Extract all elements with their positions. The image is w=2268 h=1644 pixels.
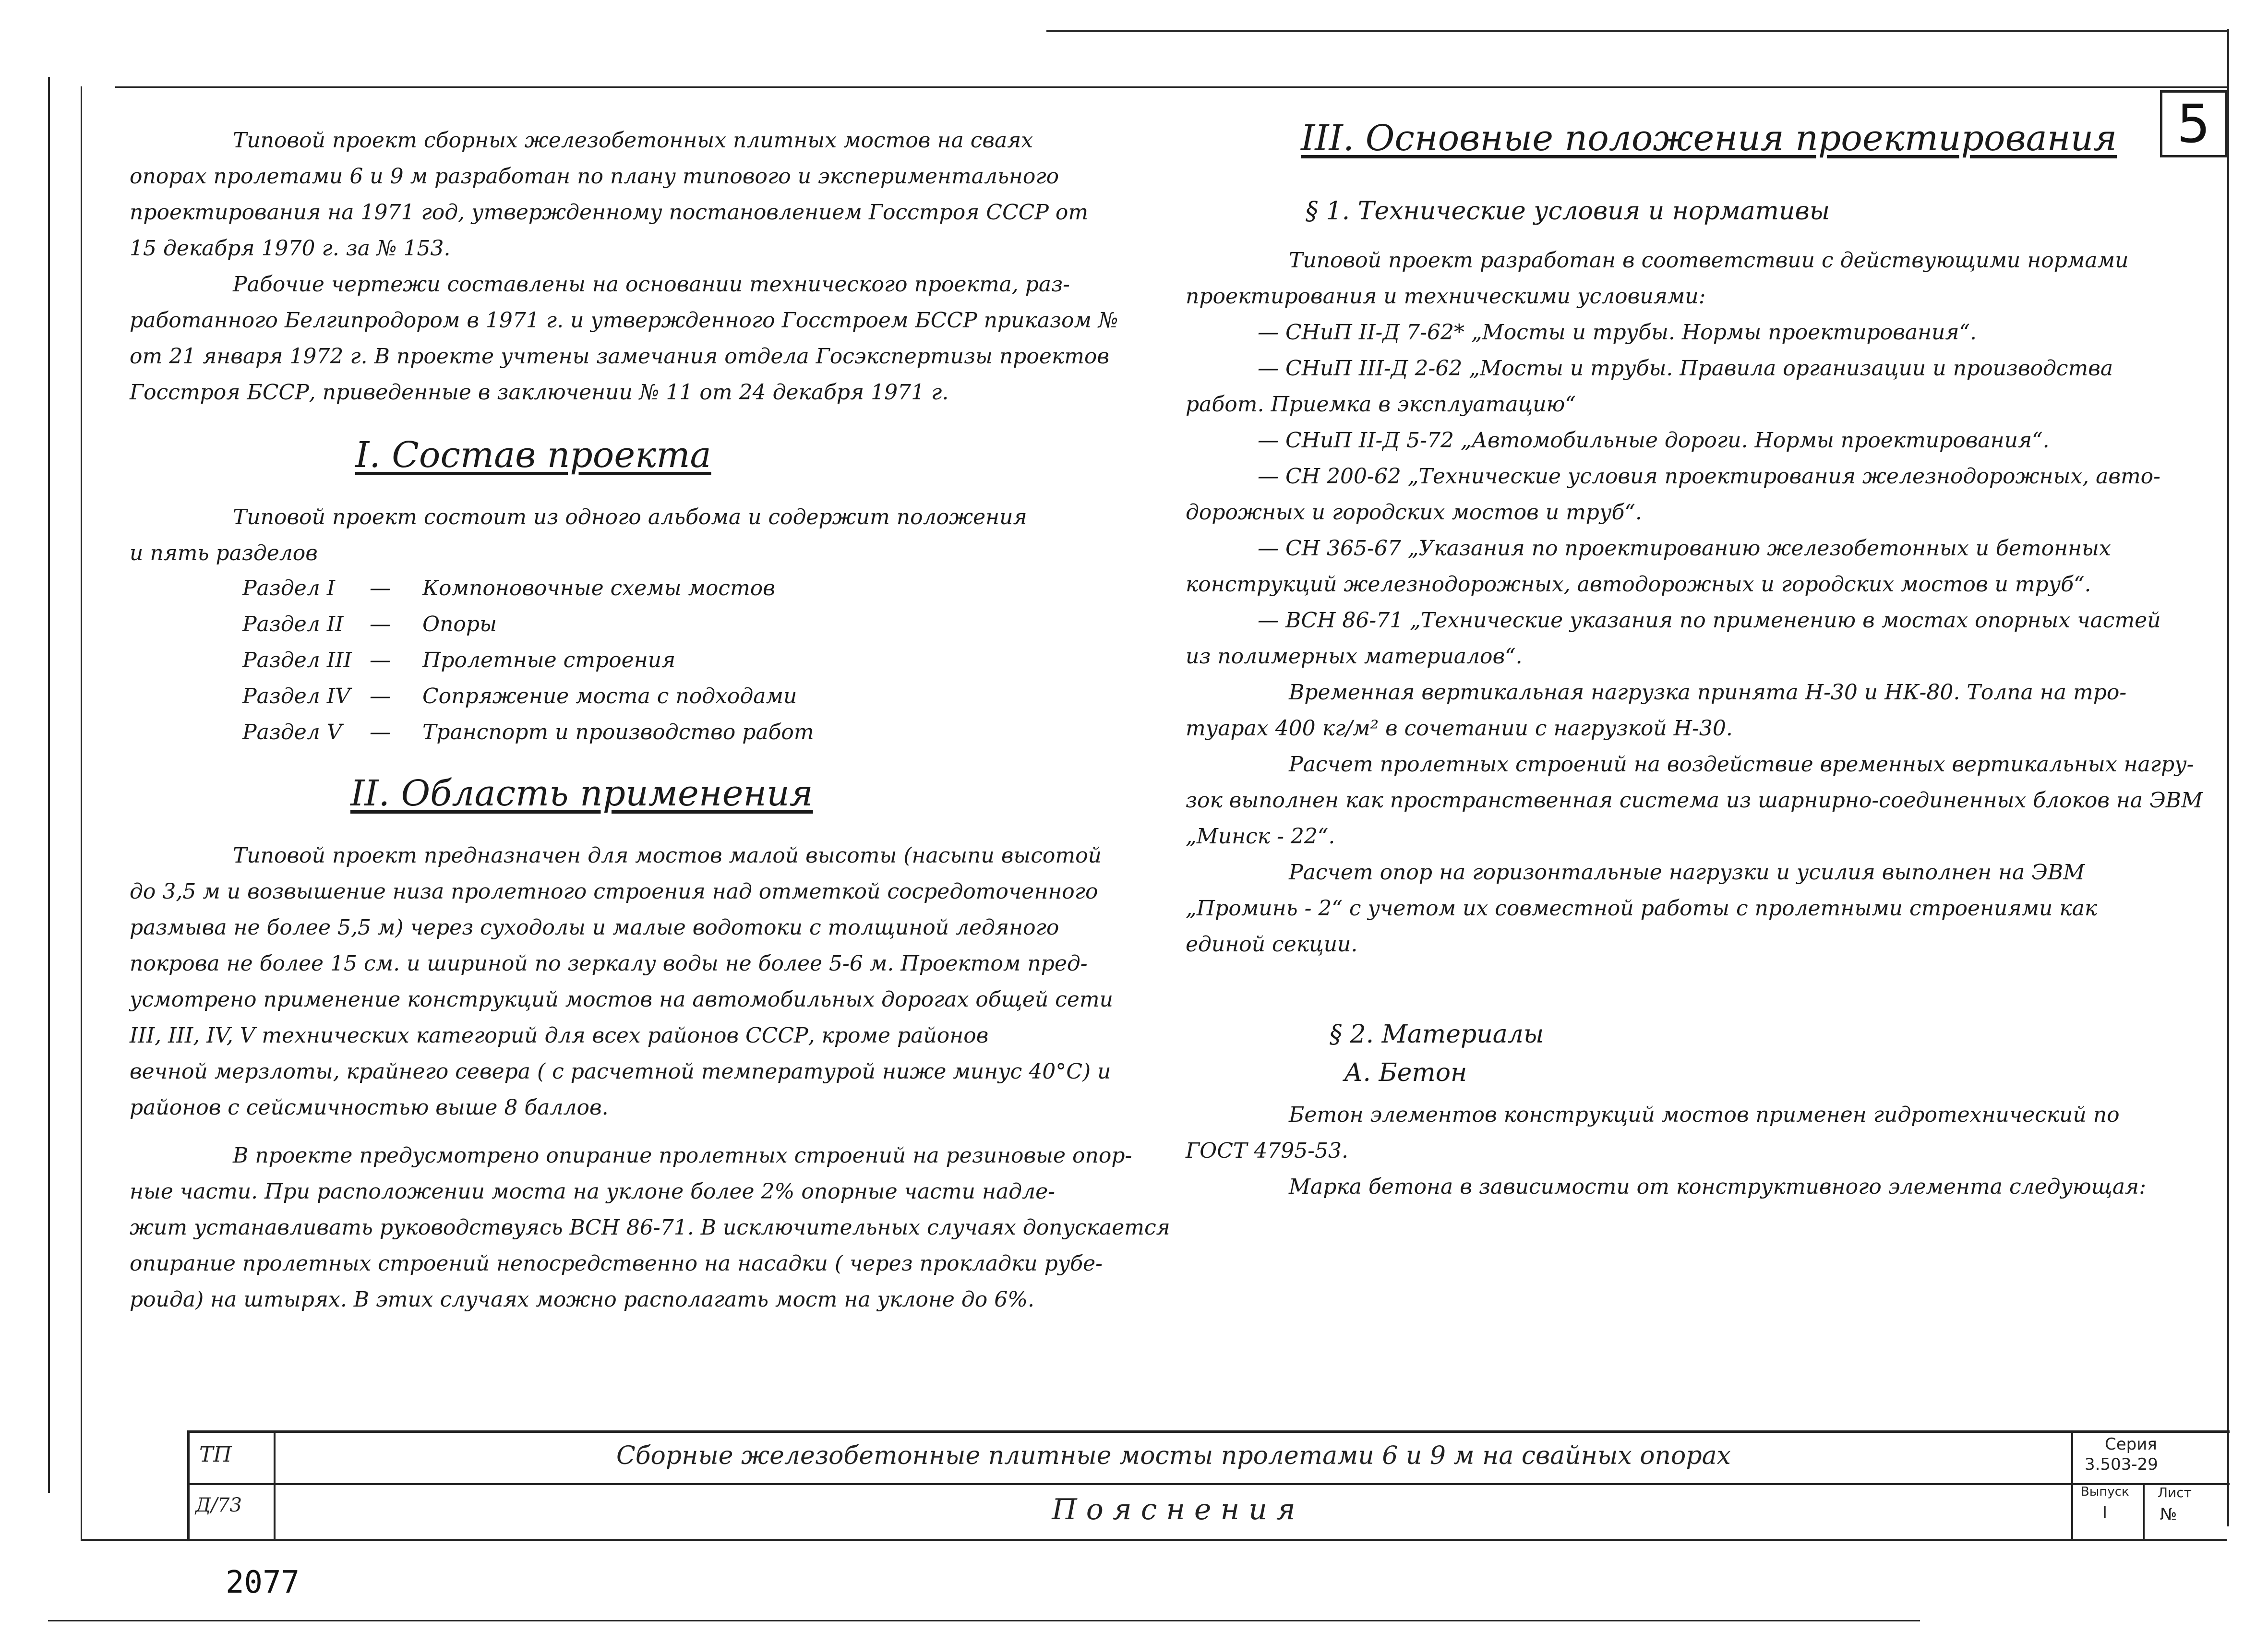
section2-line: В проекте предусмотрено опирание пролетных строений на резиновые опор- — [233, 1143, 1132, 1168]
intro-line: проектирования на 1971 год, утвержденному постановлением Госстроя СССР от — [130, 200, 1089, 225]
top-edge-line — [1046, 30, 2227, 32]
section1-title: I. Состав проекта — [355, 434, 711, 476]
intro-line: Госстроя БССР, приведенные в заключении № 11 от 24 декабря 1971 г. — [130, 380, 949, 405]
section2-line: до 3,5 м и возвышение низа пролетного строения над отметкой сосредоточенного — [130, 879, 1098, 904]
section2-line: покрова не более 15 см. и шириной по зеркалу воды не более 5-6 м. Проектом пред- — [130, 951, 1088, 976]
section2-line: ные части. При расположении моста на уклоне более 2% опорные части надле- — [130, 1179, 1055, 1204]
bottom-edge-line — [48, 1620, 1920, 1621]
section1-intro — [130, 499, 1118, 571]
intro-line: от 21 января 1972 г. В проекте учтены замечания отдела Госэкспертизы проектов — [130, 344, 1109, 369]
section-list-desc: Пролетные строения — [422, 648, 676, 672]
section-list-name: Раздел I — [242, 576, 336, 600]
section-list-dash: — — [370, 720, 391, 744]
title-block-code-1: ТП — [199, 1442, 232, 1467]
section2-line: опирание пролетных строений непосредственно на насадки ( через прокладки рубе- — [130, 1251, 1103, 1276]
sub1-line: конструкций железнодорожных, автодорожных и городских мостов и труб“. — [1186, 572, 2091, 597]
section2-line: размыва не более 5,5 м) через суходолы и малые водотоки с толщиной ледяного — [130, 915, 1059, 940]
section-list-dash: — — [370, 576, 391, 600]
series-label: Серия — [2105, 1435, 2157, 1454]
sub1-line: зок выполнен как пространственная система из шарнирно-соединенных блоков на ЭВМ — [1186, 788, 2203, 813]
section2-line: Типовой проект предназначен для мостов малой высоты (насыпи высотой — [233, 843, 1102, 868]
title-block — [187, 1430, 2230, 1541]
issue-label: Выпуск — [2081, 1485, 2129, 1499]
section-list-desc: Опоры — [422, 612, 497, 636]
left-edge-line — [48, 77, 50, 1493]
title-block-mid-line — [190, 1483, 2230, 1485]
sub1-line: дорожных и городских мостов и труб“. — [1186, 500, 1642, 525]
intro-line: Типовой проект сборных железобетонных плитных мостов на сваях — [233, 128, 1033, 153]
section2-line: вечной мерзлоты, крайнего севера ( с расчетной температурой ниже минус 40°С) и — [130, 1059, 1111, 1084]
section-list-dash: — — [370, 684, 391, 708]
handwritten-number: 2077 — [226, 1565, 300, 1600]
title-block-code-2: Д/73 — [195, 1494, 242, 1516]
section1-intro-line: и пять разделов — [130, 541, 318, 565]
section2-line: роида) на штырях. В этих случаях можно располагать мост на уклоне до 6%. — [130, 1287, 1035, 1312]
section2-line: районов с сейсмичностью выше 8 баллов. — [130, 1095, 609, 1120]
sub1-line: проектирования и техническими условиями: — [1186, 284, 1706, 309]
sub2-title: § 2. Материалы — [1330, 1020, 1544, 1049]
sub1-line: Типовой проект разработан в соответствии с действующими нормами — [1289, 248, 2129, 273]
sub1-line: — СНиП II-Д 5-72 „Автомобильные дороги. Нормы проектирования“. — [1258, 428, 2050, 453]
section2-line: жит устанавливать руководствуясь ВСН 86-71. В исключительных случаях допускается — [130, 1215, 1170, 1240]
sub1-line: „Минск - 22“. — [1186, 824, 1335, 849]
sub2-paragraph — [1186, 1097, 2184, 1205]
series-value: 3.503-29 — [2085, 1455, 2158, 1474]
section3-title: III. Основные положения проектирования — [1301, 118, 2117, 159]
section-list-desc: Компоновочные схемы мостов — [422, 576, 775, 600]
section-list-name: Раздел IV — [242, 684, 350, 708]
sub1-line: из полимерных материалов“. — [1186, 644, 1523, 669]
section-list-name: Раздел V — [242, 720, 342, 744]
right-frame-line — [2227, 29, 2229, 1526]
title-block-left-divider — [274, 1433, 276, 1539]
top-frame-line — [115, 86, 2227, 88]
intro-line: 15 декабря 1970 г. за № 153. — [130, 236, 451, 261]
sheet-label: Лист — [2158, 1485, 2192, 1500]
title-block-right-divider — [2071, 1433, 2073, 1539]
section1-intro-line: Типовой проект состоит из одного альбома и содержит положения — [233, 505, 1027, 529]
title-block-main-title: Сборные железобетонные плитные мосты пролетами 6 и 9 м на свайных опорах — [616, 1441, 1731, 1470]
section-list-name: Раздел III — [242, 648, 352, 672]
sub1-line: — СНиП II-Д 7-62* „Мосты и трубы. Нормы проектирования“. — [1258, 320, 1977, 345]
section-list-dash: — — [370, 612, 391, 636]
section-list-name: Раздел II — [242, 612, 344, 636]
sub1-line: — СН 200-62 „Технические условия проектирования железнодорожных, авто- — [1258, 464, 2161, 489]
sub1-line: „Проминь - 2“ с учетом их совместной работы с пролетными строениями как — [1186, 896, 2098, 921]
sub1-paragraph — [1186, 242, 2203, 962]
sub2-line: ГОСТ 4795-53. — [1186, 1139, 1349, 1163]
intro-line: работанного Белгипродором в 1971 г. и утвержденного Госстроем БССР приказом № — [130, 308, 1118, 333]
sub1-line: Расчет опор на горизонтальные нагрузки и усилия выполнен на ЭВМ — [1289, 860, 2085, 885]
section2-line: III, III, IV, V технических категорий для всех районов СССР, кроме районов — [130, 1023, 989, 1048]
sub1-line: Расчет пролетных строений на воздействие временных вертикальных нагру- — [1289, 752, 2194, 777]
left-frame-line — [81, 86, 82, 1541]
sub1-line: единой секции. — [1186, 932, 1358, 957]
title-block-sheet-divider — [2143, 1483, 2145, 1539]
issue-value: I — [2102, 1503, 2108, 1522]
sub2a-title: А. Бетон — [1344, 1058, 1467, 1087]
sub1-line: — ВСН 86-71 „Технические указания по применению в мостах опорных частей — [1258, 608, 2161, 633]
sub2-line: Бетон элементов конструкций мостов применен гидротехнический по — [1289, 1103, 2120, 1127]
section2-title: II. Область применения — [350, 773, 813, 814]
section2-line: усмотрено применение конструкций мостов на автомобильных дорогах общей сети — [130, 987, 1113, 1012]
section-list-desc: Сопряжение моста с подходами — [422, 684, 797, 708]
section-list-dash: — — [370, 648, 391, 672]
sub1-line: туарах 400 кг/м² в сочетании с нагрузкой Н-30. — [1186, 716, 1733, 741]
intro-paragraph — [130, 122, 1118, 410]
sub1-line: — СНиП III-Д 2-62 „Мосты и трубы. Правила организации и производства — [1258, 356, 2113, 381]
intro-line: Рабочие чертежи составлены на основании технического проекта, раз- — [233, 272, 1070, 297]
sheet-mark: 5 — [2177, 93, 2210, 155]
title-block-sheet-title: П о я с н е н и я — [1052, 1493, 1296, 1526]
intro-line: опорах пролетами 6 и 9 м разработан по плану типового и экспериментального — [130, 164, 1059, 189]
section2-paragraph — [130, 838, 1118, 1126]
sub1-title: § 1. Технические условия и нормативы — [1306, 197, 1830, 226]
section2-paragraph-2 — [130, 1138, 1170, 1318]
sub1-line: — СН 365-67 „Указания по проектированию железобетонных и бетонных — [1258, 536, 2111, 561]
sheet-no-label: № — [2160, 1505, 2177, 1524]
sub1-line: Временная вертикальная нагрузка принята Н-30 и НК-80. Толпа на тро- — [1289, 680, 2127, 705]
sub2-line: Марка бетона в зависимости от конструктивного элемента следующая: — [1289, 1175, 2147, 1199]
section-list-desc: Транспорт и производство работ — [422, 720, 814, 744]
sub1-line: работ. Приемка в эксплуатацию“ — [1186, 392, 1576, 417]
